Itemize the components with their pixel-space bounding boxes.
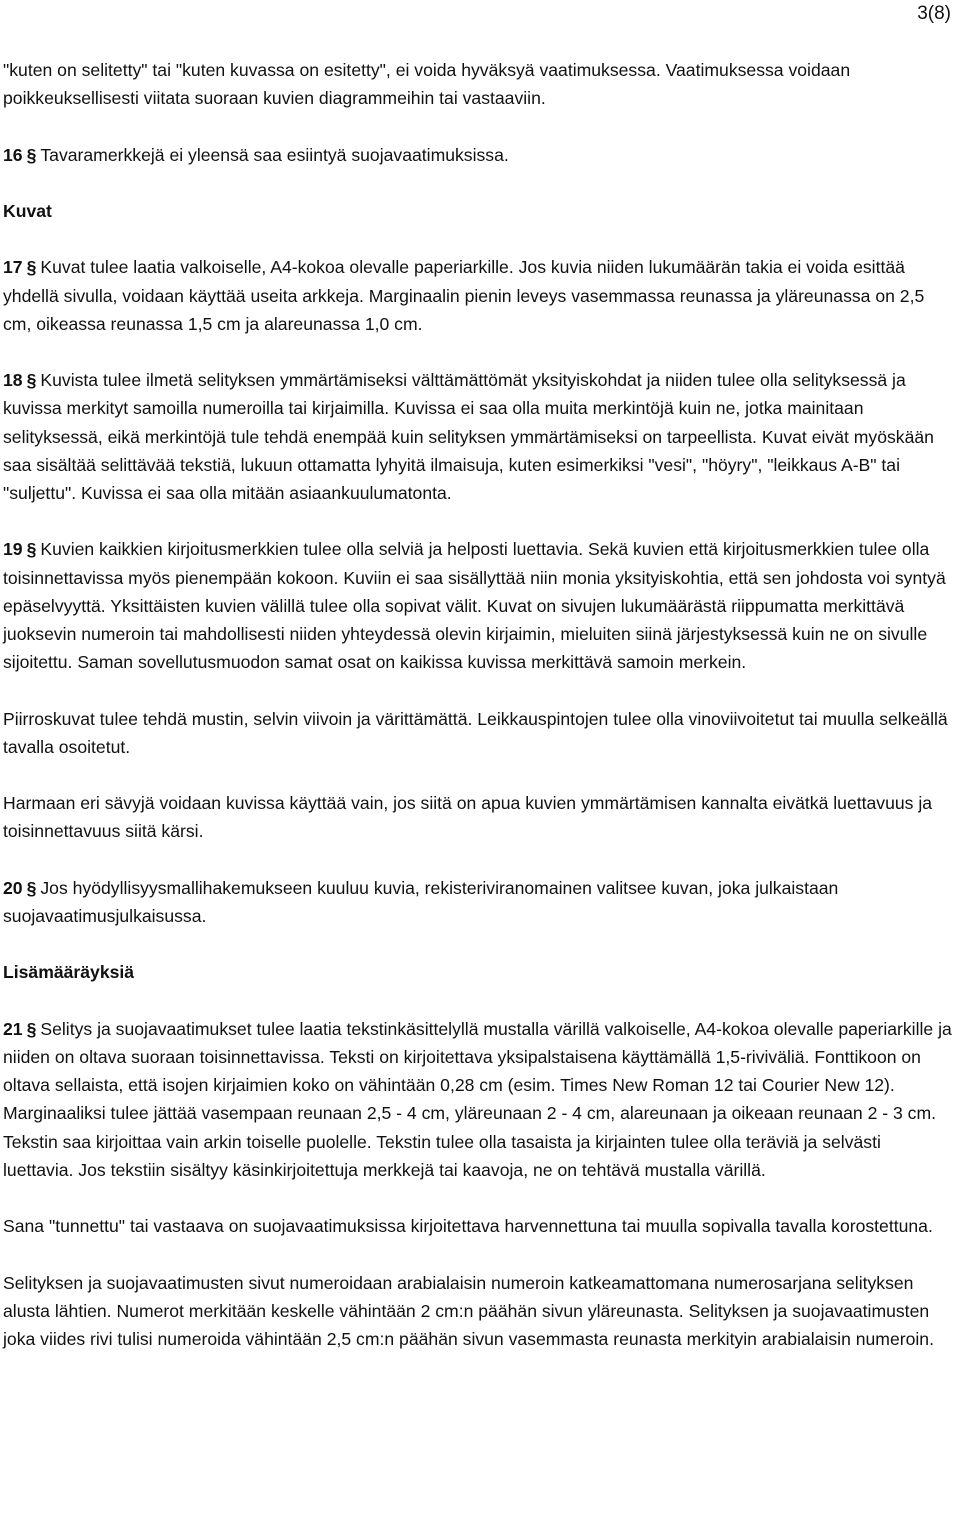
paragraph-18 xyxy=(3,366,953,507)
section-sign-icon: § xyxy=(26,1018,37,1039)
paragraph-text: Tavaramerkkejä ei yleensä saa esiintyä suojavaatimuksissa. xyxy=(40,144,509,165)
section-sign-icon: § xyxy=(26,144,37,165)
paragraph-number: 19 xyxy=(3,539,23,560)
paragraph-tunnettu: Sana "tunnettu" tai vastaava on suojavaatimuksissa kirjoitettava harvennettuna tai muulla sopivalla tavalla korostettuna. xyxy=(3,1216,933,1237)
paragraph-number: 17 xyxy=(3,257,23,278)
paragraph-text: Kuvista tulee ilmetä selityksen ymmärtämiseksi välttämättömät yksityiskohdat ja niiden tulee olla selityksessä ja kuvissa merkityt samoilla numeroilla tai kirjaimilla. Kuvissa ei saa olla muita merkintöjä kuin ne, jotka mainitaan selityksessä, eikä merkintöjä tule tehdä enempää kuin selityksen ymmärtämiseksi on tarpeellista. Kuvat eivät myöskään saa sisältää selittävää tekstiä, lukuun ottamatta lyhyitä ilmaisuja, kuten esimerkiksi "vesi", "höyry", "leikkaus A-B" tai "suljettu". Kuvissa ei saa olla mitään asiaankuulumatonta. xyxy=(3,370,934,503)
page-number: 3(8) xyxy=(917,3,951,24)
section-sign-icon: § xyxy=(26,370,37,391)
paragraph-number: 20 xyxy=(3,877,23,898)
section-sign-icon: § xyxy=(26,257,37,278)
paragraph-20 xyxy=(3,874,953,930)
paragraph-19 xyxy=(3,535,953,676)
paragraph-21 xyxy=(3,1015,953,1184)
section-heading-lisamaarayksia: Lisämääräyksiä xyxy=(3,962,135,983)
paragraph-17 xyxy=(3,253,953,338)
section-heading-kuvat: Kuvat xyxy=(3,200,52,221)
paragraph-harmaa: Harmaan eri sävyjä voidaan kuvissa käyttää vain, jos siitä on apua kuvien ymmärtämisen kannalta eivätkä luettavuus ja toisinnettavuus siitä kärsi. xyxy=(3,793,933,842)
document-body xyxy=(3,56,953,1353)
section-sign-icon: § xyxy=(26,539,37,560)
paragraph-number: 21 xyxy=(3,1018,23,1039)
paragraph-text: Jos hyödyllisyysmallihakemukseen kuuluu kuvia, rekisteriviranomainen valitsee kuvan, joka julkaistaan suojavaatimusjulkaisussa. xyxy=(3,877,839,926)
section-sign-icon: § xyxy=(26,877,37,898)
paragraph-number: 18 xyxy=(3,370,23,391)
paragraph-16 xyxy=(3,141,953,169)
paragraph-text: Selitys ja suojavaatimukset tulee laatia tekstinkäsittelyllä mustalla värillä valkoiselle, A4-kokoa olevalle paperiarkille ja niiden on oltava suoraan toisinnettavissa. Teksti on kirjoitettava yksipalstaisena käyttämällä 1,5-riviväliä. Fonttikoon on oltava sellaista, että isojen kirjaimien koko on vähintään 0,28 cm (esim. Times New Roman 12 tai Courier New 12). Marginaaliksi tulee jättää vasempaan reunaan 2,5 - 4 cm, yläreunaan 2 - 4 cm, alareunaan ja oikeaan reunaan 2 - 3 cm. Tekstin saa kirjoittaa vain arkin toiselle puolelle. Tekstin tulee olla tasaista ja kirjainten tulee olla teräviä ja selvästi luettavia. Jos tekstiin sisältyy käsinkirjoitettuja merkkejä tai kaavoja, ne on tehtävä mustalla värillä. xyxy=(3,1018,952,1180)
paragraph-piirroskuvat: Piirroskuvat tulee tehdä mustin, selvin viivoin ja värittämättä. Leikkauspintojen tulee olla vinoviivoitetut tai muulla selkeällä tavalla osoitetut. xyxy=(3,708,948,757)
paragraph-number: 16 xyxy=(3,144,23,165)
intro-paragraph: "kuten on selitetty" tai "kuten kuvassa on esitetty", ei voida hyväksyä vaatimuksessa. Vaatimuksessa voidaan poikkeuksellisesti viitata suoraan kuvien diagrammeihin tai vastaaviin. xyxy=(3,60,851,109)
paragraph-text: Kuvat tulee laatia valkoiselle, A4-kokoa olevalle paperiarkille. Jos kuvia niiden lukumäärän takia ei voida esittää yhdellä sivulla, voidaan käyttää useita arkkeja. Marginaalin pienin leveys vasemmassa reunassa ja yläreunassa on 2,5 cm, oikeassa reunassa 1,5 cm ja alareunassa 1,0 cm. xyxy=(3,257,925,334)
paragraph-sivut: Selityksen ja suojavaatimusten sivut numeroidaan arabialaisin numeroin katkeamattomana numerosarjana selityksen alusta lähtien. Numerot merkitään keskelle vähintään 2 cm:n päähän sivun yläreunasta. Selityksen ja suojavaatimusten joka viides rivi tulisi numeroida vähintään 2,5 cm:n päähän sivun vasemmasta reunasta merkityin arabialaisin numeroin. xyxy=(3,1272,934,1349)
paragraph-text: Kuvien kaikkien kirjoitusmerkkien tulee olla selviä ja helposti luettavia. Sekä kuvien että kirjoitusmerkkien tulee olla toisinnettavissa myös pienempään kokoon. Kuviin ei saa sisällyttää niin monia yksityiskohtia, että sen johdosta voi syntyä epäselvyyttä. Yksittäisten kuvien välillä tulee olla sopivat välit. Kuvat on sivujen lukumäärästä riippumatta merkittävä juoksevin numeroin tai mahdollisesti niiden yhteydessä olevin kirjaimin, mieluiten siinä järjestyksessä kuin ne on sivulle sijoitettu. Saman sovellutusmuodon samat osat on kaikissa kuvissa merkittävä samoin merkein. xyxy=(3,539,946,673)
